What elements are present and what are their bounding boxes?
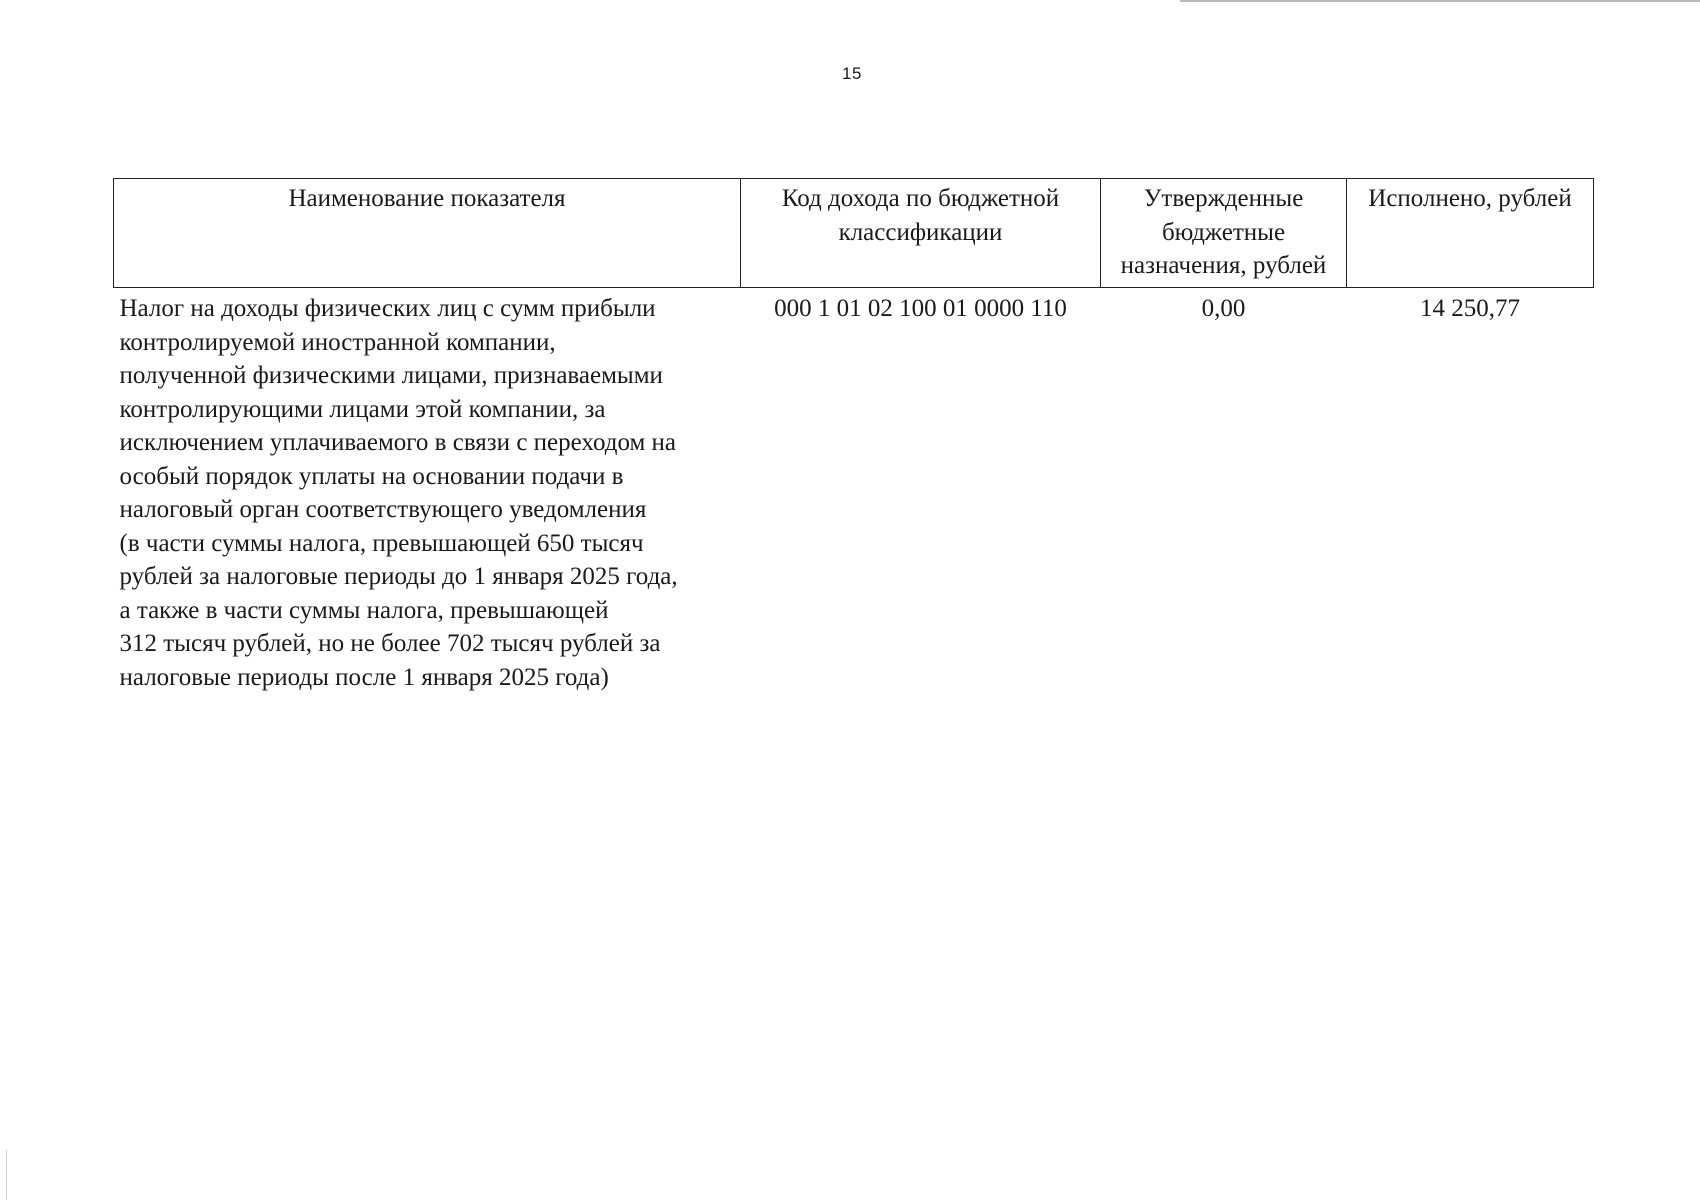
revenue-code-cell: 000 1 01 02 100 01 0000 110: [774, 295, 1067, 322]
scan-edge-left: [6, 1150, 7, 1200]
indicator-name-line: (в части суммы налога, превышающей 650 тысяч: [119, 529, 644, 557]
table-body: [114, 288, 1594, 695]
indicator-name-line: контролирующими лицами этой компании, за: [119, 395, 606, 423]
indicator-name-line: налоговый орган соответствующего уведомления: [119, 496, 647, 523]
indicator-name-line: Налог на доходы физических лиц с сумм прибыли: [119, 295, 656, 322]
indicator-name-line: полученной физическими лицами, признаваемыми: [119, 362, 663, 389]
page-number: 15: [842, 64, 862, 83]
approved-amount-cell: 0,00: [1201, 295, 1246, 322]
scan-edge-top: [1180, 0, 1700, 2]
indicator-name-line: а также в части суммы налога, превышающей: [119, 596, 609, 624]
header-revenue-code: Код дохода по бюджетной классификации: [741, 179, 1101, 288]
revenue-table: [113, 178, 1594, 694]
header-approved-amount: Утвержденные бюджетные назначения, рублей: [1101, 179, 1347, 288]
header-executed-amount: Исполнено, рублей: [1347, 179, 1594, 288]
header-row: [114, 179, 1594, 288]
indicator-name-line: 312 тысяч рублей, но не более 702 тысяч рублей за: [119, 630, 661, 657]
indicator-name-line: рублей за налоговые периоды до 1 января 2025 года,: [119, 563, 678, 590]
table-header: [114, 179, 1594, 288]
indicator-name-line: особый порядок уплаты на основании подачи в: [119, 462, 624, 490]
table-row: [114, 288, 1594, 695]
indicator-name-cell: [114, 288, 741, 695]
indicator-name-line: контролируемой иностранной компании,: [119, 328, 556, 356]
executed-amount-cell: 14 250,77: [1420, 295, 1520, 322]
indicator-name-line: налоговые периоды после 1 января 2025 года): [119, 663, 609, 691]
header-indicator-name: Наименование показателя: [114, 179, 741, 288]
indicator-name-line: исключением уплачиваемого в связи с переходом на: [119, 429, 677, 456]
